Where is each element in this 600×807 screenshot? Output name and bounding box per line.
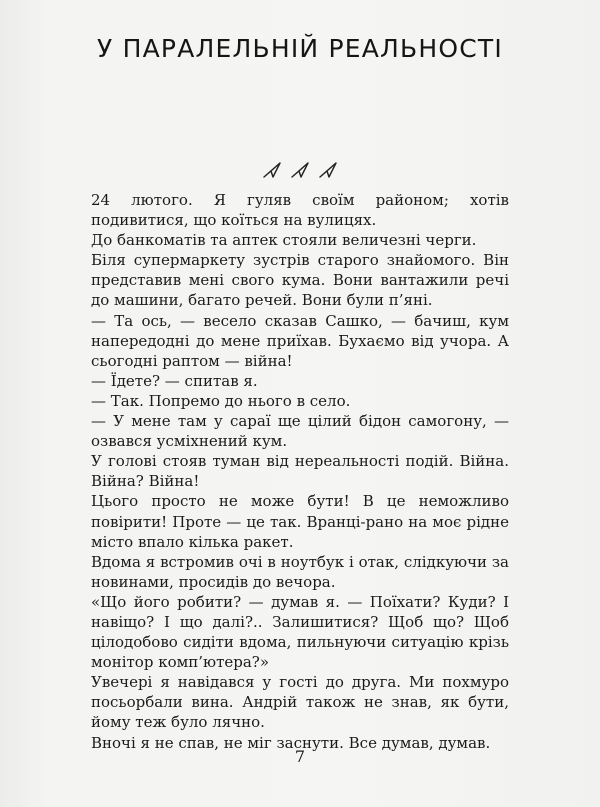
paragraph: Вдома я встромив очі в ноутбук і отак, слідкуючи за новинами, просидів до вечора.	[91, 552, 509, 591]
page-number: 7	[294, 747, 306, 766]
chapter-title: У ПАРАЛЕЛЬНІЙ РЕАЛЬНОСТІ	[97, 34, 503, 63]
paragraph: До банкоматів та аптек стояли величезні черги.	[91, 231, 477, 250]
paragraph: У голові стояв туман від нереальності подій. Війна. Війна? Війна!	[91, 452, 509, 491]
body-text	[91, 190, 509, 753]
paragraph: — Та ось, — весело сказав Сашко, — бачиш, кум напередодні до мене приїхав. Бухаємо від учора. А сьогодні раптом — війна!	[91, 311, 509, 370]
ornament	[262, 160, 338, 182]
paragraph: — Так. Попремо до нього в село.	[91, 391, 351, 410]
paragraph: «Що його робити? — думав я. — Поїхати? Куди? І навіщо? І що далі?.. Залишитися? Щоб що? Щоб цілодобово сидіти вдома, пильнуючи ситуацію крізь монітор комп’ютера?»	[91, 592, 509, 672]
paper-plane-icon	[262, 160, 282, 180]
paragraph: 24 лютого. Я гуляв своїм районом; хотів подивитися, що коїться на вулицях.	[91, 191, 509, 230]
paragraph: Цього просто не може бути! В це неможливо повірити! Проте — це так. Вранці-рано на моє рідне місто впало кілька ракет.	[91, 492, 509, 551]
paragraph: Біля супермаркету зустрів старого знайомого. Він представив мені свого кума. Вони вантажили речі до машини, багато речей. Вони були п’яні.	[91, 251, 509, 310]
paragraph: Вночі я не спав, не міг заснути. Все думав, думав.	[91, 733, 491, 752]
paragraph: Увечері я навідався у гості до друга. Ми похмуро посьорбали вина. Андрій також не знав, як бути, йому теж було лячно.	[91, 673, 509, 732]
paragraph: — У мене там у сараї ще цілий бідон самогону, — озвався усміхнений кум.	[91, 412, 509, 451]
paper-plane-icon	[290, 160, 310, 180]
paragraph: — Їдете? — спитав я.	[91, 371, 258, 390]
paper-plane-icon	[318, 160, 338, 180]
